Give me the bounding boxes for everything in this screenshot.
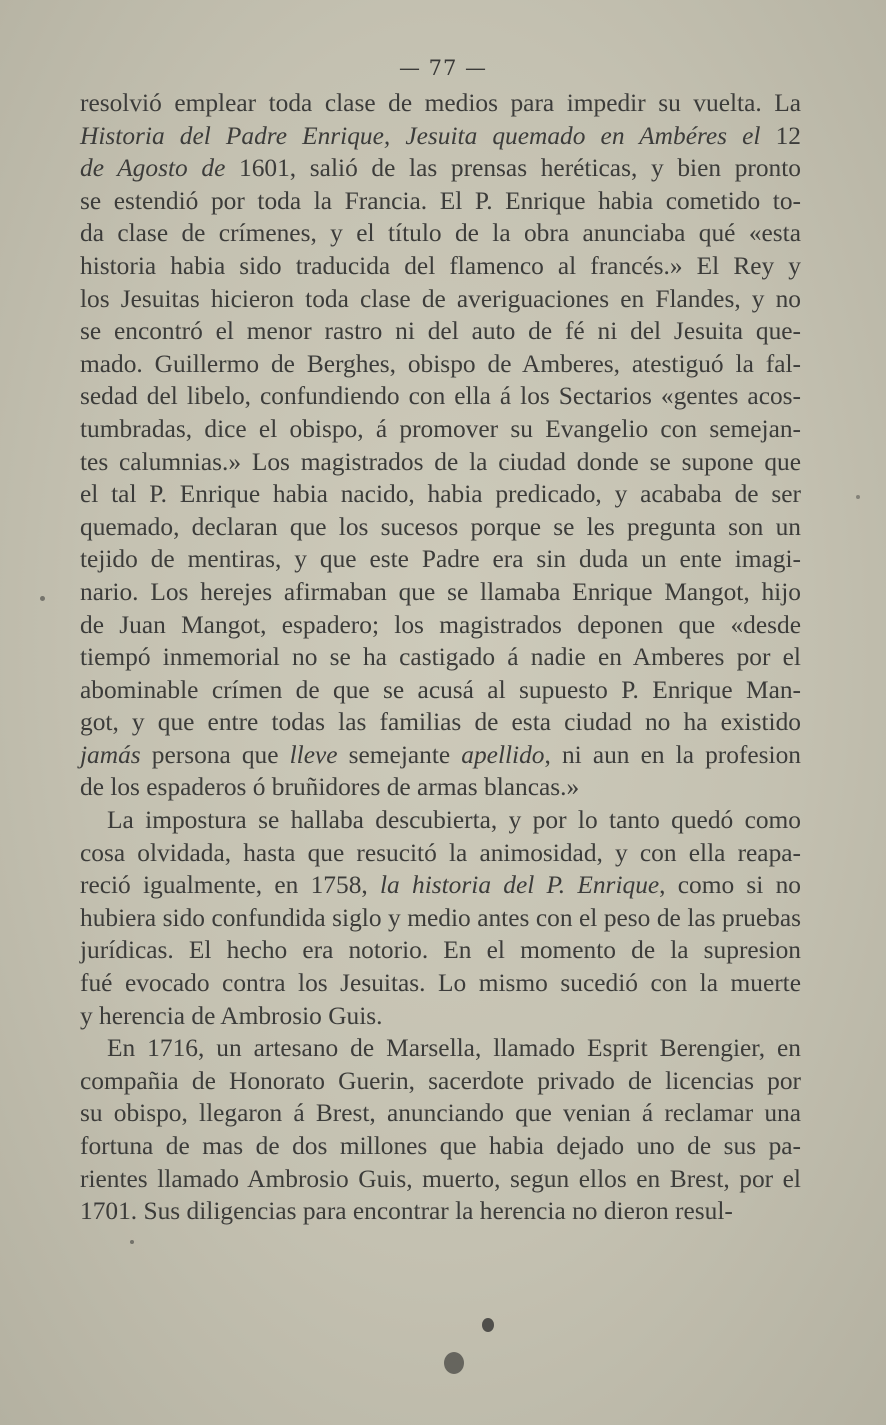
text-line <box>80 1130 801 1163</box>
text-segment: compañia de Honorato Guerin, sacerdote privado de licencias por <box>80 1066 801 1095</box>
text-segment: got, y que entre todas las familias de esta ciudad no ha existido <box>80 708 801 737</box>
text-segment: su obispo, llegaron á Brest, anunciando que venian á reclamar una <box>80 1099 801 1128</box>
text-segment: 12 <box>760 121 801 150</box>
text-line <box>80 283 801 316</box>
text-segment: mado. Guillermo de Berghes, obispo de Amberes, atestiguó la fal- <box>80 349 801 378</box>
italic-text: de Agosto de <box>80 154 226 183</box>
text-segment: hubiera sido confundida siglo y medio antes con el peso de las pruebas <box>80 903 801 932</box>
text-line <box>80 543 801 576</box>
text-line <box>80 1065 801 1098</box>
text-segment: da clase de crímenes, y el título de la obra anunciaba qué «esta <box>80 219 801 248</box>
text-segment: de los espaderos ó bruñidores de armas blancas.» <box>80 773 580 802</box>
text-segment: tumbradas, dice el obispo, á promover su Evangelio con semejan- <box>80 414 801 443</box>
text-line <box>80 902 801 935</box>
text-segment: historia habia sido traducida del flamenco al francés.» El Rey y <box>80 251 801 280</box>
text-line <box>80 413 801 446</box>
text-segment: nario. Los herejes afirmaban que se llamaba Enrique Mangot, hijo <box>80 577 801 606</box>
italic-text: Historia del Padre Enrique, Jesuita quemado en Ambéres el <box>80 121 761 150</box>
italic-text: lleve <box>289 740 338 769</box>
text-segment: se estendió por toda la Francia. El P. Enrique habia cometido to- <box>80 186 801 215</box>
ink-spot <box>40 596 45 601</box>
text-line <box>80 120 801 153</box>
body-text <box>80 87 801 1228</box>
ink-spot <box>130 1240 134 1244</box>
text-segment: La impostura se hallaba descubierta, y por lo tanto quedó como <box>107 806 801 835</box>
text-line <box>80 641 801 674</box>
text-line <box>80 250 801 283</box>
text-segment: jurídicas. El hecho era notorio. En el momento de la supresion <box>80 936 801 965</box>
text-segment: rientes llamado Ambrosio Guis, muerto, segun ellos en Brest, por el <box>80 1164 801 1193</box>
text-line <box>80 1163 801 1196</box>
text-segment: fortuna de mas de dos millones que habia dejado uno de sus pa- <box>80 1132 801 1160</box>
text-segment: quemado, declaran que los sucesos porque se les pregunta son un <box>80 512 801 541</box>
text-line <box>80 446 801 479</box>
text-segment: persona que <box>140 740 290 769</box>
text-line <box>80 804 801 837</box>
text-line <box>80 478 801 511</box>
text-segment: 1601, salió de las prensas heréticas, y bien pronto <box>225 154 802 183</box>
ink-spot <box>482 1318 494 1332</box>
text-segment: tejido de mentiras, y que este Padre era sin duda un ente imagi- <box>80 545 801 574</box>
text-segment: sedad del libelo, confundiendo con ella á los Sectarios «gentes acos- <box>80 382 801 411</box>
text-segment: de Juan Mangot, espadero; los magistrados deponen que «desde <box>80 610 801 639</box>
text-line <box>80 1195 801 1228</box>
text-segment: En 1716, un artesano de Marsella, llamado Esprit Berengier, en <box>107 1034 801 1063</box>
text-line <box>80 152 801 185</box>
text-segment: los Jesuitas hicieron toda clase de averiguaciones en Flandes, y no <box>80 284 801 313</box>
text-line <box>80 967 801 1000</box>
text-line <box>80 217 801 250</box>
text-segment: , ni aun en la profesion <box>544 740 801 769</box>
text-line <box>80 576 801 609</box>
text-line <box>80 185 801 218</box>
ink-spot <box>444 1352 464 1374</box>
text-line <box>80 1000 801 1033</box>
text-line <box>80 674 801 707</box>
text-line <box>80 315 801 348</box>
text-segment: cosa olvidada, hasta que resucitó la animosidad, y con ella reapa- <box>80 838 801 867</box>
page-number: — 77 — <box>398 56 488 80</box>
text-segment: , como si no <box>659 871 802 900</box>
italic-text: apellido <box>461 740 545 769</box>
text-line <box>80 739 801 772</box>
text-line <box>80 380 801 413</box>
text-segment: tes calumnias.» Los magistrados de la ciudad donde se supone que <box>80 447 801 476</box>
text-segment: abominable crímen de que se acusá al supuesto P. Enrique Man- <box>80 675 801 704</box>
text-segment: tiempó inmemorial no se ha castigado á nadie en Amberes por el <box>80 643 801 672</box>
text-segment: resolvió emplear toda clase de medios para impedir su vuelta. La <box>80 89 801 117</box>
italic-text: jamás <box>80 740 141 769</box>
text-line <box>80 706 801 739</box>
text-line <box>80 1032 801 1065</box>
italic-text: la historia del P. Enrique <box>380 871 660 900</box>
text-line <box>80 934 801 967</box>
text-line <box>80 348 801 381</box>
text-line <box>80 511 801 544</box>
text-segment: 1701. Sus diligencias para encontrar la herencia no dieron resul- <box>80 1197 733 1226</box>
text-line <box>80 869 801 902</box>
text-line <box>80 609 801 642</box>
text-line <box>80 1097 801 1130</box>
text-line <box>80 771 801 804</box>
text-segment: se encontró el menor rastro ni del auto de fé ni del Jesuita que- <box>80 317 801 346</box>
text-segment: reció igualmente, en 1758, <box>80 871 380 900</box>
text-segment: y herencia de Ambrosio Guis. <box>80 1001 383 1030</box>
text-line <box>80 837 801 870</box>
ink-spot <box>856 495 860 499</box>
text-line <box>80 87 801 120</box>
text-segment: el tal P. Enrique habia nacido, habia predicado, y acababa de ser <box>80 480 801 509</box>
text-segment: fué evocado contra los Jesuitas. Lo mismo sucedió con la muerte <box>80 969 801 998</box>
text-segment: semejante <box>337 740 462 769</box>
